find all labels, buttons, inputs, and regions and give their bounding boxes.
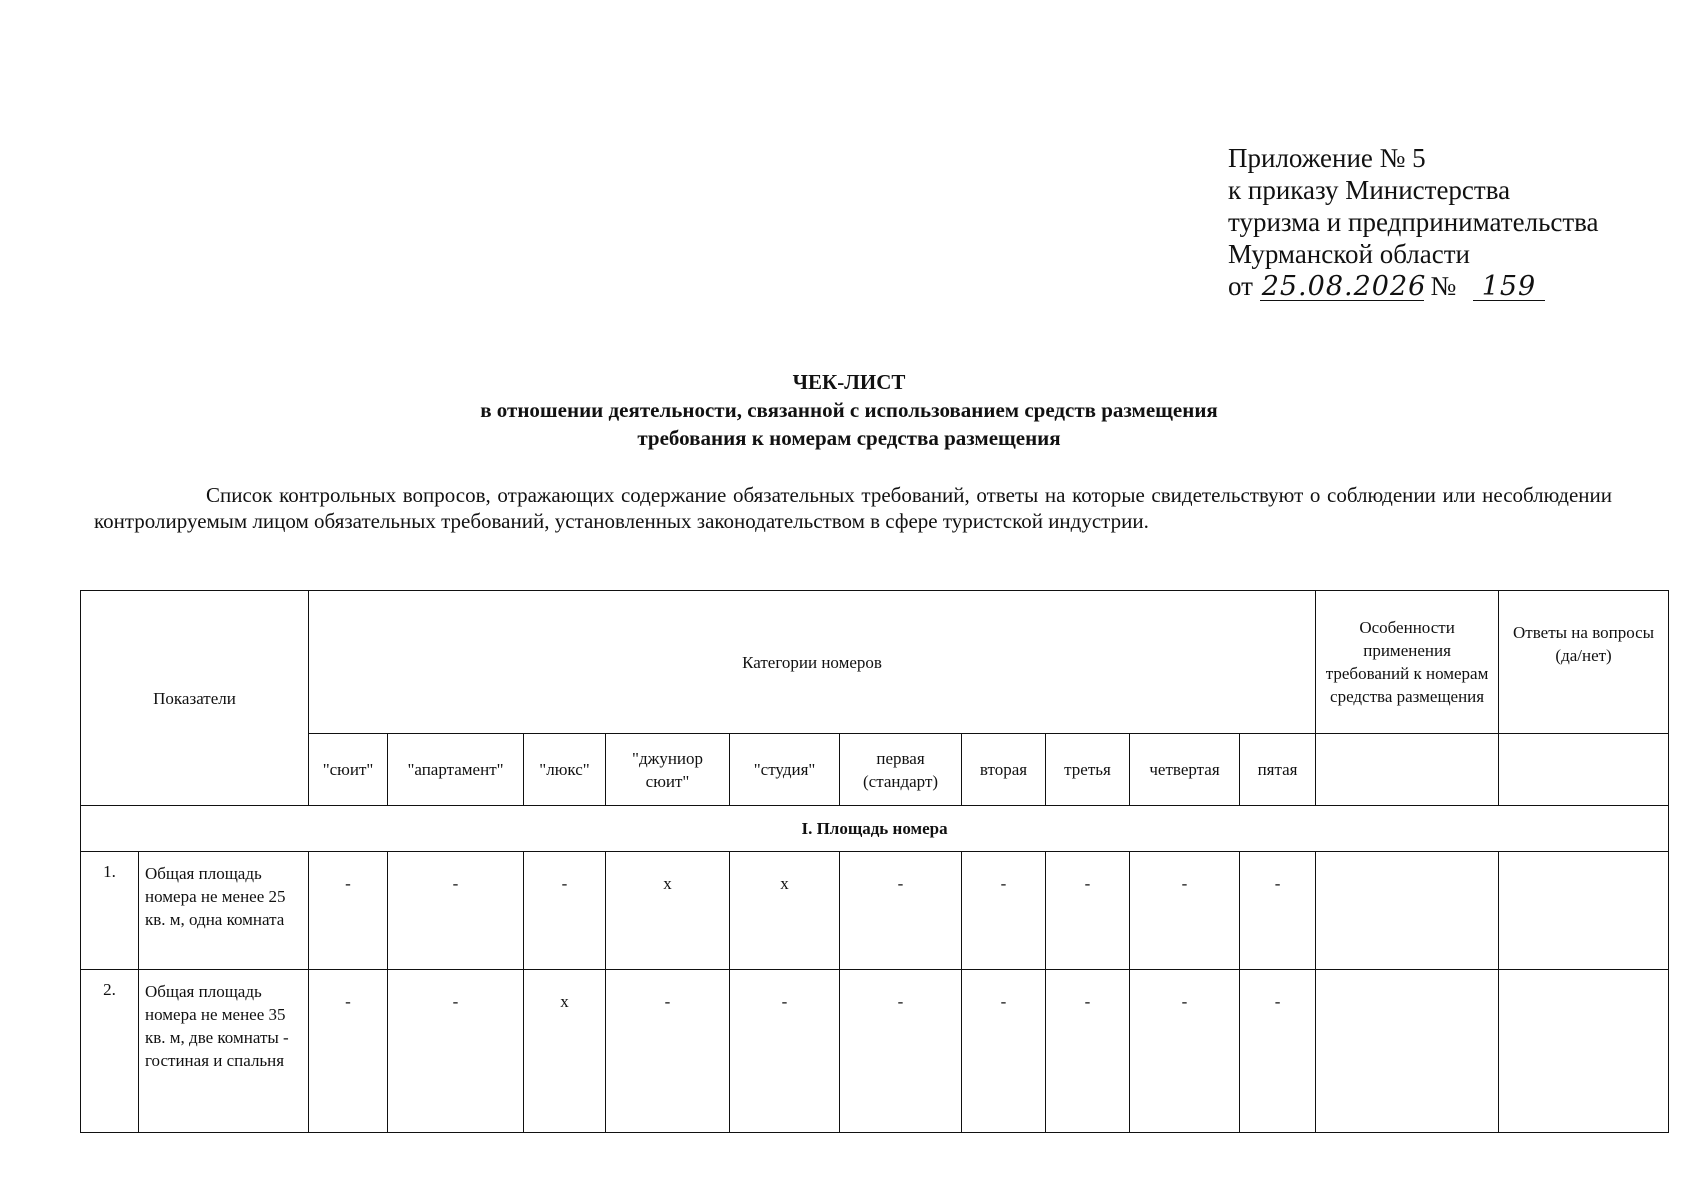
- mark-cell: -: [962, 970, 1046, 1133]
- header-answers-blank: [1499, 734, 1669, 806]
- row-number: 1.: [81, 852, 139, 970]
- mark-cell: x: [524, 970, 606, 1133]
- mark-cell: -: [524, 852, 606, 970]
- title-line-2: в отношении деятельности, связанной с использованием средств размещения: [480, 398, 1218, 422]
- features-cell: [1316, 852, 1499, 970]
- appendix-date-line: [1228, 270, 1599, 302]
- title-line-1: ЧЕК-ЛИСТ: [792, 370, 906, 394]
- header-cat-first: первая (стандарт): [840, 734, 962, 806]
- header-indicators: Показатели: [81, 591, 309, 806]
- intro-paragraph: Список контрольных вопросов, отражающих содержание обязательных требований, ответы на которые свидетельствуют о соблюдении или несоблюдении контролируемым лицом обязательных требований, установленных законодательством в сфере туристской индустрии.: [94, 483, 1612, 533]
- header-cat-studio: "студия": [730, 734, 840, 806]
- mark-cell: -: [1240, 970, 1316, 1133]
- appendix-line-2: к приказу Министерства: [1228, 175, 1511, 205]
- checklist-table: [80, 590, 1669, 1133]
- header-categories: Категории номеров: [309, 591, 1316, 734]
- appendix-line-3: туризма и предпринимательства: [1228, 207, 1599, 237]
- row-number: 2.: [81, 970, 139, 1133]
- section-title: I. Площадь номера: [81, 806, 1669, 852]
- mark-cell: -: [309, 852, 388, 970]
- mark-cell: -: [730, 970, 840, 1133]
- title-line-3: требования к номерам средства размещения: [637, 426, 1061, 450]
- mark-cell: -: [388, 852, 524, 970]
- header-cat-third: третья: [1046, 734, 1130, 806]
- header-cat-apartment: "апартамент": [388, 734, 524, 806]
- header-cat-fifth: пятая: [1240, 734, 1316, 806]
- mark-cell: -: [388, 970, 524, 1133]
- features-cell: [1316, 970, 1499, 1133]
- appendix-block: [1228, 142, 1599, 302]
- mark-cell: -: [1046, 970, 1130, 1133]
- document-title: [0, 368, 1698, 452]
- mark-cell: -: [1240, 852, 1316, 970]
- row-indicator-text: Общая площадь номера не менее 35 кв. м, две комнаты - гостиная и спальня: [139, 970, 309, 1133]
- header-answers: Ответы на вопросы (да/нет): [1499, 591, 1669, 734]
- header-cat-fourth: четвертая: [1130, 734, 1240, 806]
- mark-cell: -: [1130, 852, 1240, 970]
- mark-cell: -: [309, 970, 388, 1133]
- mark-cell: -: [1130, 970, 1240, 1133]
- mark-cell: -: [606, 970, 730, 1133]
- answer-cell: [1499, 970, 1669, 1133]
- mark-cell: -: [840, 970, 962, 1133]
- answer-cell: [1499, 852, 1669, 970]
- number-label: №: [1430, 271, 1457, 301]
- mark-cell: x: [606, 852, 730, 970]
- mark-cell: -: [1046, 852, 1130, 970]
- appendix-line-1: Приложение № 5: [1228, 143, 1426, 173]
- header-features-blank: [1316, 734, 1499, 806]
- appendix-line-4: Мурманской области: [1228, 239, 1470, 269]
- mark-cell: x: [730, 852, 840, 970]
- header-cat-second: вторая: [962, 734, 1046, 806]
- mark-cell: -: [840, 852, 962, 970]
- table-row: [81, 852, 1669, 970]
- header-cat-junior-suite: "джуниор сюит": [606, 734, 730, 806]
- header-features: Особенности применения требований к номерам средства размещения: [1316, 591, 1499, 734]
- handwritten-date: 25.08.2026: [1261, 271, 1427, 302]
- header-cat-lux: "люкс": [524, 734, 606, 806]
- table-row: [81, 970, 1669, 1133]
- mark-cell: -: [962, 852, 1046, 970]
- header-cat-suite: "сюит": [309, 734, 388, 806]
- from-label: от: [1228, 271, 1253, 301]
- handwritten-number: 159: [1473, 274, 1545, 301]
- row-indicator-text: Общая площадь номера не менее 25 кв. м, одна комната: [139, 852, 309, 970]
